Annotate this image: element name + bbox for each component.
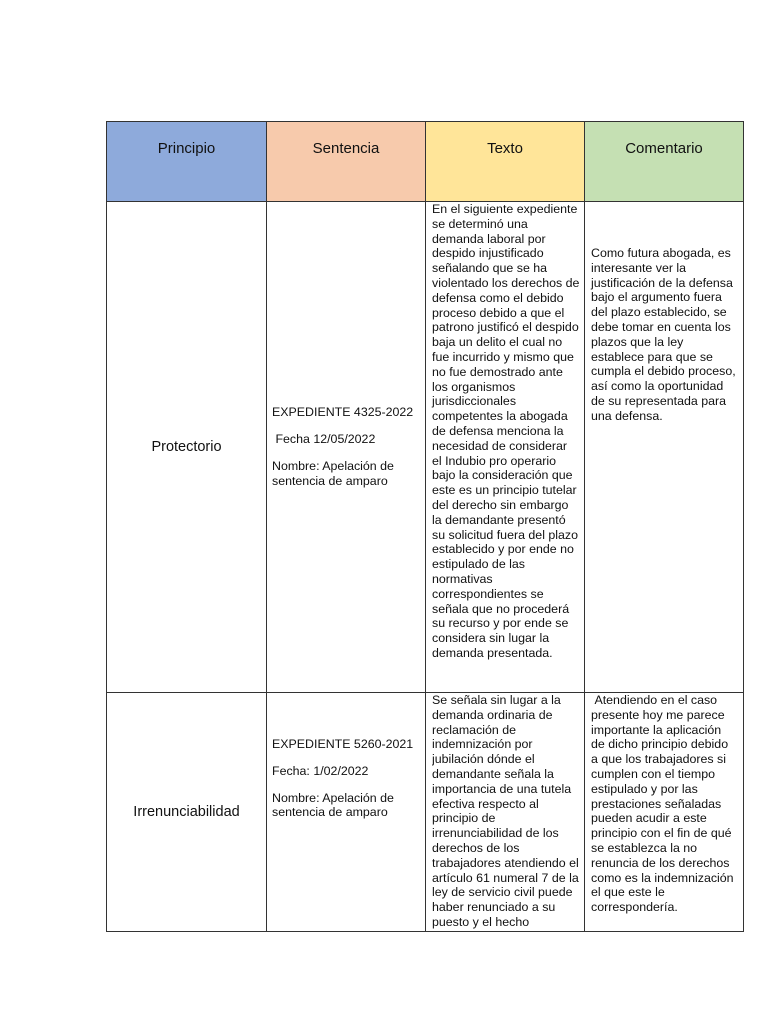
header-row — [107, 122, 744, 202]
header-comentario: Comentario — [585, 122, 744, 202]
texto-text: En el siguiente expediente se determinó una demanda laboral por despido injustificado señalando que se ha violentado los derechos de defensa como el debido proceso debido a que el patrono justificó el despido baja un delito el cual no fue incurrido y mismo que no fue demostrado ante los organismos jurisdiccionales competentes la abogada de defensa menciona la necesidad de considerar el Indubio pro operario bajo la consideración que este es un principio tutelar del derecho sin embargo la demandante presentó su solicitud fuera del plazo establecido y por ende no estipulado de las normativas correspondientes se señala que no procederá su recurso y por ende se considera sin lugar la demanda presentada. — [432, 202, 580, 660]
fecha-text: Fecha 12/05/2022 — [272, 432, 376, 447]
principles-table — [106, 121, 744, 932]
header-sentencia: Sentencia — [267, 122, 426, 202]
principio-cell: Irrenunciabilidad — [107, 693, 267, 932]
table-row — [107, 202, 744, 693]
sentencia-cell — [267, 693, 426, 932]
nombre-text: Nombre: Apelación de sentencia de amparo — [272, 459, 394, 488]
comentario-text: Como futura abogada, es interesante ver la justificación de la defensa bajo el argumento fuera del plazo establecido, se debe tomar en cuenta los plazos que la ley establece para que se cumpla el debido proceso, así como la oportunidad de su representada para una defensa. — [591, 246, 736, 423]
fecha-text: Fecha: 1/02/2022 — [272, 763, 369, 778]
texto-cell — [426, 202, 585, 693]
comentario-cell — [585, 202, 744, 693]
header-principio: Principio — [107, 122, 267, 202]
texto-text: Se señala sin lugar a la demanda ordinaria de reclamación de indemnización por jubilación dónde el demandante señala la importancia de una tutela efectiva respecto al principio de irrenunciabilidad de los derechos de los trabajadores atendiendo el artículo 61 numeral 7 de la ley de servicio civil puede haber renunciado a su puesto y el hecho — [432, 693, 579, 929]
sentencia-cell — [267, 202, 426, 693]
texto-cell — [426, 693, 585, 932]
expediente-text: EXPEDIENTE 4325-2022 — [272, 405, 414, 420]
comentario-text: Atendiendo en el caso presente hoy me parece importante la aplicación de dicho principio debido a que los trabajadores si cumplen con el tiempo estipulado y por las prestaciones señaladas pueden acudir a este principio con el fin de qué se establezca la no renuncia de los derechos como es la indemnización el que este le correspondería. — [591, 693, 738, 915]
table-row — [107, 693, 744, 932]
principio-cell: Protectorio — [107, 202, 267, 693]
header-texto: Texto — [426, 122, 585, 202]
nombre-text: Nombre: Apelación de sentencia de amparo — [272, 790, 394, 820]
expediente-text: EXPEDIENTE 5260-2021 — [272, 737, 414, 751]
comentario-cell — [585, 693, 744, 932]
